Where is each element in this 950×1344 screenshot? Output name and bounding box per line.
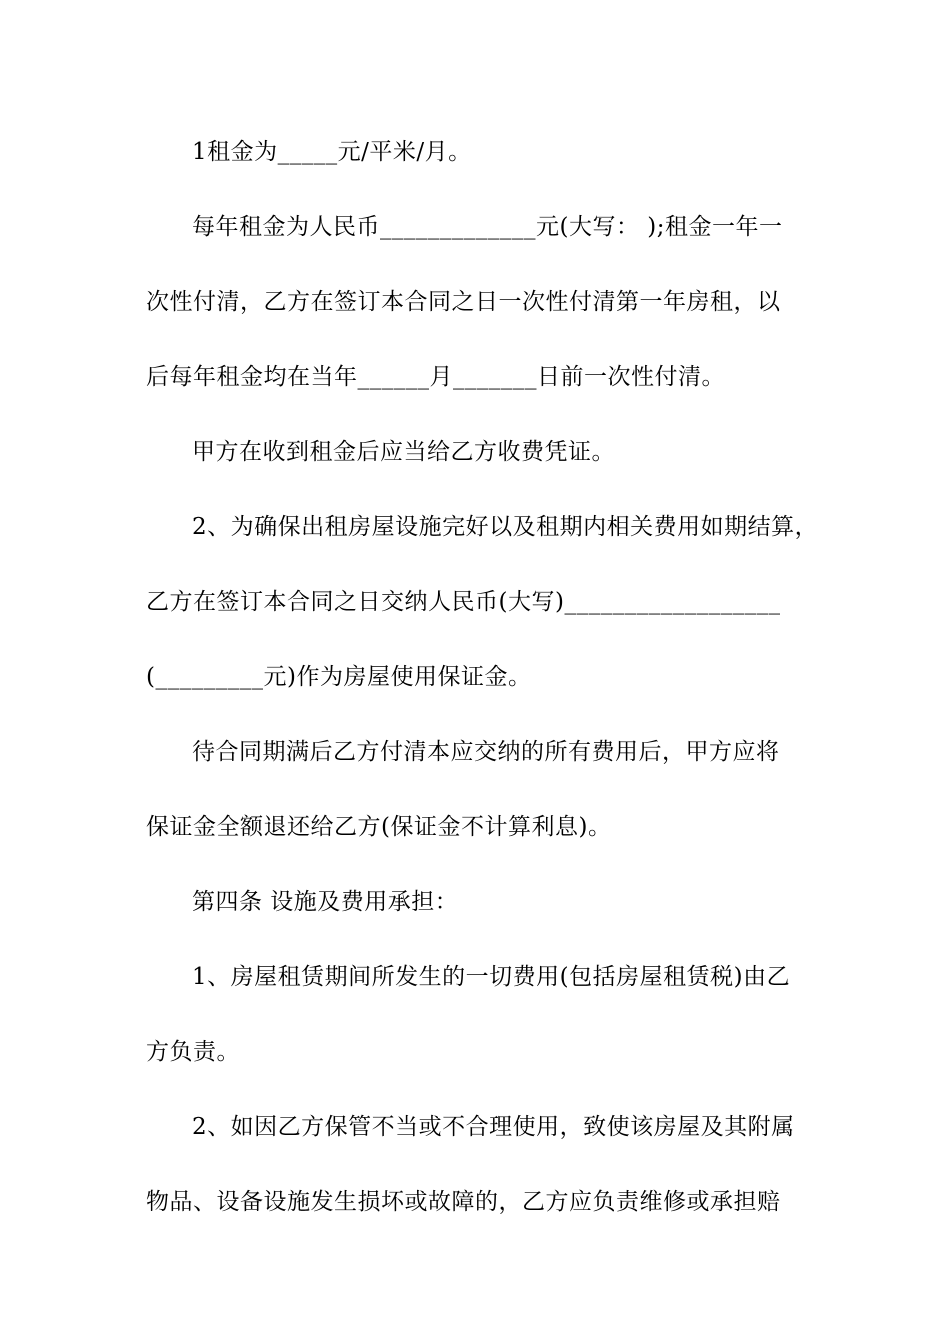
article-four-heading: 第四条 设施及费用承担： (192, 889, 459, 915)
deposit-clause-line: 2、为确保出租房屋设施完好以及租期内相关费用如期结算， (192, 514, 819, 540)
damage-clause-line: 2、如因乙方保管不当或不合理使用，致使该房屋及其附属 (192, 1114, 795, 1140)
expenses-responsibility-line: 方负责。 (146, 1039, 240, 1065)
expenses-clause-line: 1、房屋租赁期间所发生的一切费用(包括房屋租赁税)由乙 (192, 964, 791, 990)
payment-terms-line: 次性付清，乙方在签订本合同之日一次性付清第一年房租，以 (146, 289, 781, 315)
payment-date-line: 后每年租金均在当年______月_______日前一次性付清。 (146, 364, 725, 390)
damage-terms-line: 物品、设备设施发生损坏或故障的，乙方应负责维修或承担赔 (146, 1189, 781, 1215)
deposit-purpose-line: (_________元)作为房屋使用保证金。 (146, 664, 532, 690)
deposit-amount-line: 乙方在签订本合同之日交纳人民币(大写)__________________ (146, 589, 781, 615)
refund-clause-line: 待合同期满后乙方付清本应交纳的所有费用后，甲方应将 (192, 739, 780, 765)
refund-terms-line: 保证金全额退还给乙方(保证金不计算利息)。 (146, 814, 612, 840)
annual-rent-line: 每年租金为人民币_____________元(大写： );租金一年一 (192, 214, 783, 240)
rent-per-sqm-line: 1租金为_____元/平米/月。 (192, 139, 472, 165)
receipt-line: 甲方在收到租金后应当给乙方收费凭证。 (192, 439, 615, 465)
